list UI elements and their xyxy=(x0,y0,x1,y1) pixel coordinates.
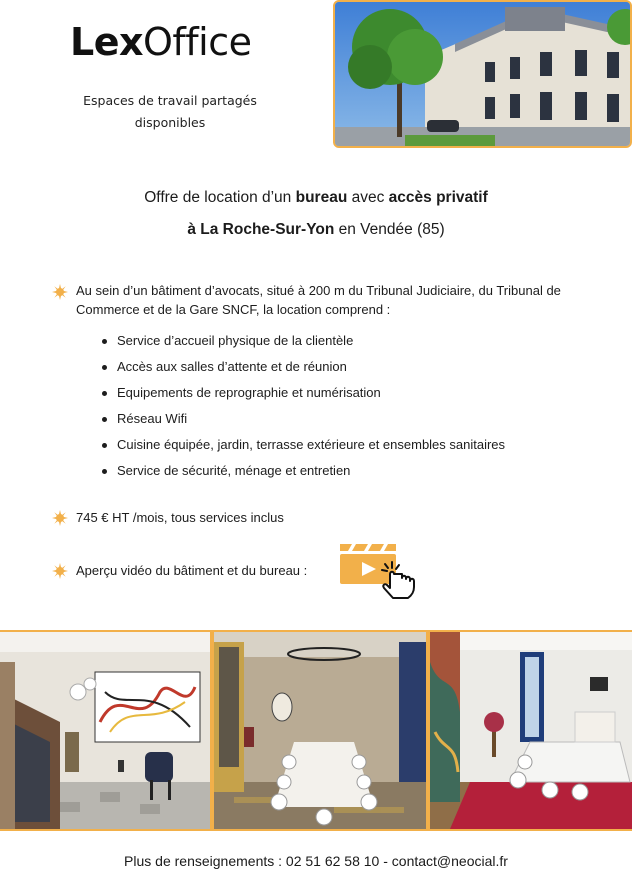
video-preview-button[interactable] xyxy=(338,540,420,602)
tagline xyxy=(60,90,280,134)
staircase-hall-illustration xyxy=(0,632,210,829)
intro-paragraph: Au sein d’un bâtiment d’avocats, situé à 200 m du Tribunal Judiciaire, du Tribunal de Commerce et de la Gare SNCF, la location comprend : xyxy=(76,283,561,317)
offer-headline-line2 xyxy=(0,221,632,239)
offer-headline-line1 xyxy=(0,189,632,207)
headline-region: en Vendée (85) xyxy=(334,221,445,238)
list-item: Réseau Wifi xyxy=(100,409,505,435)
video-preview-label: Aperçu vidéo du bâtiment et du bureau : xyxy=(76,563,308,578)
tagline-line2: disponibles xyxy=(134,115,206,130)
logo xyxy=(70,20,252,64)
list-item: Service de sécurité, ménage et entretien xyxy=(100,461,505,487)
headline-private-access: accès privatif xyxy=(388,189,488,206)
list-item: Equipements de reprographie et numérisation xyxy=(100,383,505,409)
headline-text: avec xyxy=(347,189,389,206)
price-text: 745 € HT /mois, tous services inclus xyxy=(76,510,284,525)
services-list xyxy=(100,331,505,487)
sun-star-icon xyxy=(52,510,68,526)
sun-star-icon xyxy=(52,563,68,579)
video-clapper-click-icon xyxy=(338,540,420,602)
conference-room-photo xyxy=(430,632,632,829)
list-item: Cuisine équipée, jardin, terrasse extérieure et ensembles sanitaires xyxy=(100,435,505,461)
tagline-line1: Espaces de travail partagés xyxy=(83,93,257,108)
building-photo xyxy=(333,0,632,148)
headline-city: à La Roche-Sur-Yon xyxy=(187,221,335,238)
contact-footer: Plus de renseignements : 02 51 62 58 10 - contact@neocial.fr xyxy=(124,853,508,869)
headline-bureau: bureau xyxy=(295,189,348,206)
meeting-room-illustration xyxy=(214,632,426,829)
headline-text: Offre de location d’un xyxy=(144,189,296,206)
list-item: Service d’accueil physique de la clientèle xyxy=(100,331,505,357)
building-photo-illustration xyxy=(335,2,632,148)
meeting-room-photo xyxy=(214,632,426,829)
staircase-hall-photo xyxy=(0,632,210,829)
logo-bold: Lex xyxy=(70,20,143,64)
logo-light: Office xyxy=(143,20,252,64)
conference-room-illustration xyxy=(430,632,632,829)
list-item: Accès aux salles d’attente et de réunion xyxy=(100,357,505,383)
sun-star-icon xyxy=(52,284,68,300)
